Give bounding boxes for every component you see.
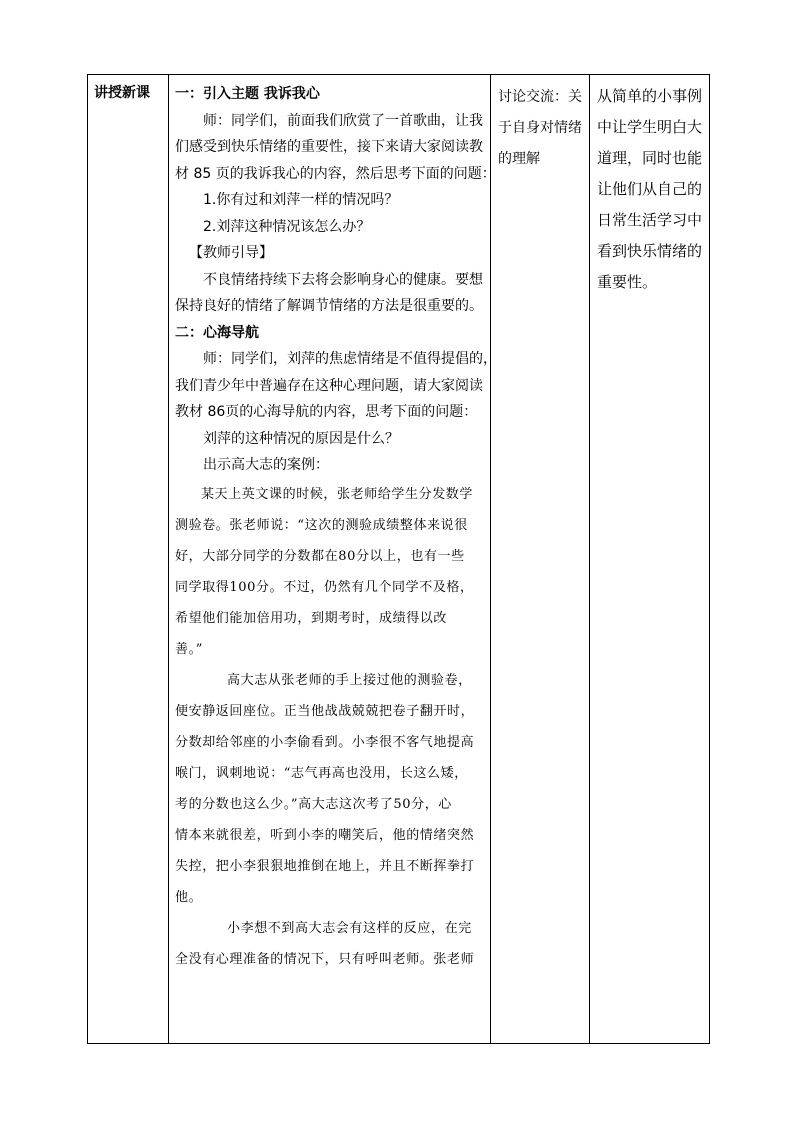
- intent-line: 让他们从自己的: [597, 180, 703, 198]
- lesson-plan-table: [87, 74, 710, 1044]
- case-intro: 出示高大志的案例：: [203, 457, 329, 473]
- case-line: 他。: [175, 889, 203, 905]
- content-line: 们感受到快乐情绪的重要性，接下来请大家阅读教: [175, 139, 483, 155]
- intent-line: 日常生活学习中: [597, 211, 703, 229]
- intent-line: 道理，同时也能: [597, 149, 703, 167]
- intent-line: 重要性。: [597, 273, 658, 291]
- case-line: 小李想不到高大志会有这样的反应，在完: [227, 920, 472, 936]
- section-heading-2: 二：心海导航: [175, 324, 259, 341]
- case-line: 便安静返回座位。正当他战战兢兢把卷子翻开时，: [175, 703, 475, 719]
- stage-cell: [88, 75, 169, 1044]
- intent-line: 从简单的小事例: [597, 87, 703, 105]
- intent-line: 看到快乐情绪的: [597, 242, 703, 260]
- content-line: 教材 86页的心海导航的内容，思考下面的问题：: [175, 404, 478, 420]
- case-line: 高大志从张老师的手上接过他的测验卷，: [227, 672, 472, 688]
- activity-line: 于自身对情绪: [498, 120, 582, 136]
- content-line: 我们青少年中普遍存在这种心理问题，请大家阅读: [175, 377, 483, 394]
- content-line: 保持良好的情绪了解调节情绪的方法是很重要的。: [175, 298, 483, 314]
- case-line: 善。”: [175, 641, 203, 657]
- activity-line: 的理解: [498, 151, 540, 167]
- content-line: 材 85 页的我诉我心的内容，然后思考下面的问题：: [175, 165, 496, 182]
- case-line: 好，大部分同学的分数都在80分以上，也有一些: [175, 548, 465, 564]
- intent-line: 中让学生明白大: [597, 118, 703, 136]
- case-line: 失控，把小李狠狠地推倒在地上，并且不断挥拳打: [175, 858, 475, 874]
- question-2: 2.刘萍这种情况该怎么办？: [203, 218, 371, 235]
- intent-cell: [590, 75, 710, 1044]
- case-line: 全没有心理准备的情况下，只有呼叫老师。张老师: [175, 951, 475, 967]
- case-line: 希望他们能加倍用功，到期考时，成绩得以改: [175, 610, 448, 626]
- table-row: [88, 75, 710, 1044]
- section-heading-1: 一：引入主题 我诉我心: [175, 86, 320, 102]
- case-line: 喉门，讽刺地说：“志气再高也没用，长这么矮，: [175, 765, 468, 781]
- case-study: [175, 479, 484, 975]
- stage-label: 讲授新课: [94, 85, 150, 101]
- content-cell: [169, 75, 497, 1044]
- case-line: 同学取得100分。不过，仍然有几个同学不及格，: [175, 579, 474, 595]
- content-line: 师：同学们，刘萍的焦虑情绪是不值得提倡的，: [203, 351, 497, 367]
- case-line: 分数却给邻座的小李偷看到。小李很不客气地提高: [175, 734, 475, 750]
- question-3: 刘萍的这种情况的原因是什么？: [203, 430, 399, 447]
- teacher-guide-label: 【教师引导】: [189, 245, 273, 261]
- question-1: 1.你有过和刘萍一样的情况吗？: [203, 192, 399, 208]
- case-line: 考的分数也这么少。”高大志这次考了50分，心: [175, 796, 452, 812]
- activity-cell: [491, 75, 590, 1044]
- case-line: 测验卷。张老师说：“这次的测验成绩整体来说很: [175, 517, 468, 533]
- content-line: 师：同学们，前面我们欣赏了一首歌曲，让我: [203, 112, 483, 129]
- case-line: 某天上英文课的时候，张老师给学生分发数学: [201, 486, 474, 502]
- activity-line: 讨论交流：关: [498, 89, 582, 105]
- case-line: 情本来就很差，听到小李的嘲笑后，他的情绪突然: [175, 827, 475, 843]
- content-line: 不良情绪持续下去将会影响身心的健康。要想: [203, 271, 483, 288]
